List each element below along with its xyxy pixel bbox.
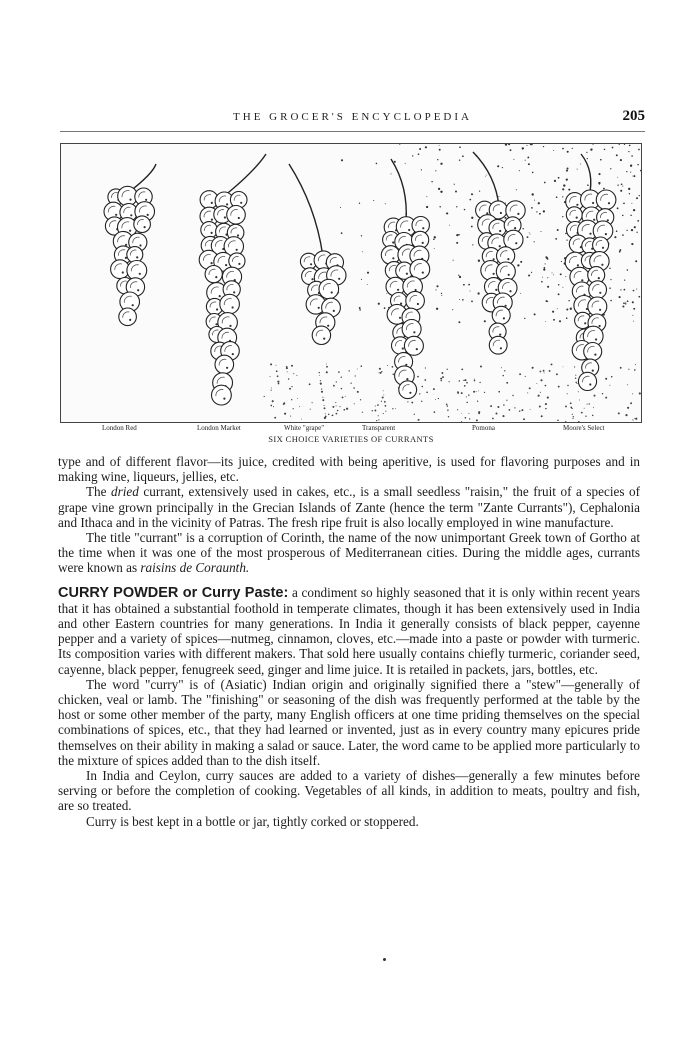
- paragraph-curry-definition: [58, 585, 640, 677]
- figure-label-pomona: Pomona: [472, 424, 495, 432]
- printers-dot: [383, 958, 386, 961]
- figure-labels: [60, 424, 642, 434]
- running-title: THE GROCER'S ENCYCLOPEDIA: [233, 111, 472, 123]
- page-number: 205: [622, 108, 645, 124]
- running-head: [60, 108, 645, 130]
- paragraph-dried-currant-start: The: [86, 484, 112, 500]
- entry-spacer: [58, 576, 640, 585]
- paragraph-storage: Curry is best kept in a bottle or jar, tightly corked or stoppered.: [86, 813, 419, 829]
- paragraph-dried-currant-rest: currant, extensively used in cakes, etc., is a small seedless "raisin," the fruit of a species of grape vine grown principally in the Grecian Islands of Zante (hence the term "Zante Currants"), Cephalonia and Ithaca and in the vicinity of Patras. The fresh ripe fruit is also locally employed in wine manufacture.: [58, 484, 640, 530]
- figure-label-white-grape: White "grape": [284, 424, 325, 432]
- paragraph-curry-word: The word "curry" is of (Asiatic) Indian origin and originally signified there a "stew"—generally of chicken, veal or lamb. The "finishing" or seasoning of the dish was frequently performed at the table by the host or some other member of the party, many English officers at one time priding themselves on the special combinations of spices, etc., that they had learned or invented, just as in every country many epicures pride themselves on their ability in making a salad or sauce. Later, the word came to be applied more particularly to the mixture of spices added than to the dish itself.: [58, 676, 640, 768]
- body-text: [58, 454, 640, 829]
- currant-illustration: [60, 143, 642, 423]
- emphasis-raisins-de-coraunth: raisins de Coraunth.: [140, 560, 250, 576]
- paragraph-india-ceylon: In India and Ceylon, curry sauces are added to a variety of dishes—generally a few minutes before serving or before the completion of cooking. Vegetables of all kinds, in addition to meats, poultry and fish, are so treated.: [58, 768, 640, 814]
- paragraph-currant-origin-text: The title "currant" is a corruption of Corinth, the name of the now unimportant Greek town of Gortho at the time when it was one of the most prosperous of Mediterranean cities. During the middle ages, currants were known as: [58, 530, 640, 576]
- figure-label-transparent: Transparent: [362, 424, 396, 432]
- figure-label-moores-select: Moore's Select: [563, 424, 605, 432]
- paragraph-flavor: type and of different flavor—its juice, credited with being aperitive, is used for flavoring purposes and in making wine, liqueurs, jellies, etc.: [58, 454, 640, 485]
- figure-label-london-red: London Red: [102, 424, 137, 432]
- paragraph-curry-definition-text: a condiment so highly seasoned that it is only within recent years that it has obtained a substantial foothold in temperate climates, though it has been extensively used in India and other Eastern countries for many generations. In India it generally consists of black pepper, cayenne pepper and a variety of spices—nutmeg, cinnamon, cloves, etc.—made into a paste or powder with turmeric. Its composition varies with different makers. That sold here usually contains chiefly turmeric, coriander seed, cayenne, black pepper, fenugreek seed, ginger and lime juice. It is retailed in packets, jars, bottles, etc.: [58, 584, 641, 677]
- paragraph-dried-currant: [58, 484, 640, 530]
- paragraph-currant-origin: [58, 530, 640, 576]
- entry-heading-curry-powder: CURRY POWDER or Curry Paste:: [58, 584, 289, 601]
- header-rule: [60, 131, 645, 133]
- figure-label-london-market: London Market: [197, 424, 241, 432]
- figure-caption: SIX CHOICE VARIETIES OF CURRANTS: [268, 434, 434, 444]
- currant-drawing: [61, 144, 642, 423]
- emphasis-dried: dried: [111, 484, 139, 500]
